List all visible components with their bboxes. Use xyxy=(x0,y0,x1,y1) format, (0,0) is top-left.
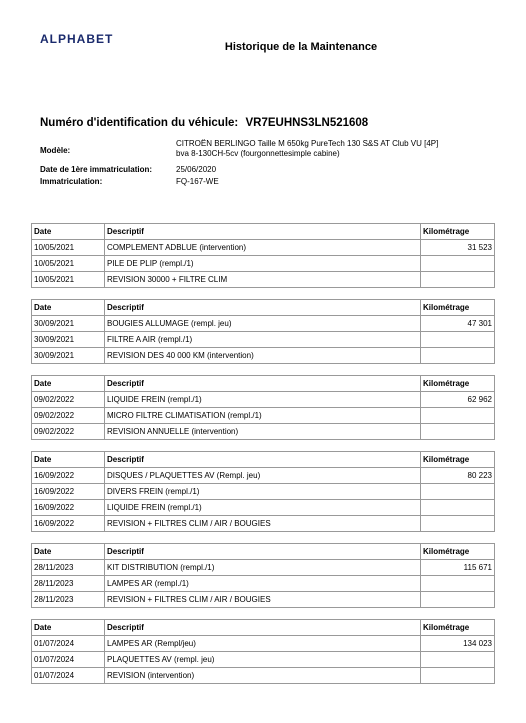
table-row xyxy=(32,256,495,272)
row-description: KIT DISTRIBUTION (rempl./1) xyxy=(105,560,421,576)
row-date: 01/07/2024 xyxy=(32,636,105,652)
row-mileage: 31 523 xyxy=(421,240,495,256)
table-row xyxy=(32,592,495,608)
header-mileage: Kilométrage xyxy=(421,300,495,316)
vin-label: Numéro d'identification du véhicule: xyxy=(40,117,239,129)
header-date: Date xyxy=(32,376,105,392)
header-date: Date xyxy=(32,544,105,560)
row-mileage: 47 301 xyxy=(421,316,495,332)
vin-value: VR7EUHNS3LN521608 xyxy=(245,117,369,129)
row-date: 16/09/2022 xyxy=(32,516,105,532)
header-mileage: Kilométrage xyxy=(421,376,495,392)
table-header-row xyxy=(32,376,495,392)
table-row xyxy=(32,316,495,332)
row-mileage xyxy=(421,424,495,440)
header-date: Date xyxy=(32,452,105,468)
row-date: 16/09/2022 xyxy=(32,468,105,484)
row-date: 10/05/2021 xyxy=(32,256,105,272)
row-mileage: 80 223 xyxy=(421,468,495,484)
row-description: FILTRE A AIR (rempl./1) xyxy=(105,332,421,348)
row-date: 09/02/2022 xyxy=(32,408,105,424)
table-row xyxy=(32,272,495,288)
table-row xyxy=(32,516,495,532)
registration-date-label: Date de 1ère immatriculation: xyxy=(40,165,153,174)
row-mileage xyxy=(421,332,495,348)
row-description: MICRO FILTRE CLIMATISATION (rempl./1) xyxy=(105,408,421,424)
alphabet-logo: ALPHABET xyxy=(40,32,114,46)
row-mileage xyxy=(421,256,495,272)
row-mileage xyxy=(421,272,495,288)
model-line-1: CITROËN BERLINGO Taille M 650kg PureTech 130 S&S AT Club VU [4P] xyxy=(176,139,439,148)
row-date: 30/09/2021 xyxy=(32,332,105,348)
row-mileage xyxy=(421,408,495,424)
row-date: 10/05/2021 xyxy=(32,272,105,288)
row-date: 09/02/2022 xyxy=(32,424,105,440)
row-mileage: 62 962 xyxy=(421,392,495,408)
header-mileage: Kilométrage xyxy=(421,544,495,560)
header-description: Descriptif xyxy=(105,376,421,392)
row-description: BOUGIES ALLUMAGE (rempl. jeu) xyxy=(105,316,421,332)
table-row xyxy=(32,576,495,592)
row-mileage xyxy=(421,652,495,668)
row-mileage: 134 023 xyxy=(421,636,495,652)
table-row xyxy=(32,636,495,652)
vin-heading xyxy=(40,117,368,129)
row-description: PLAQUETTES AV (rempl. jeu) xyxy=(105,652,421,668)
model-value xyxy=(176,139,476,159)
header-mileage: Kilométrage xyxy=(421,620,495,636)
row-mileage: 115 671 xyxy=(421,560,495,576)
row-description: PILE DE PLIP (rempl./1) xyxy=(105,256,421,272)
registration-date-value: 25/06/2020 xyxy=(176,165,217,174)
row-mileage xyxy=(421,484,495,500)
row-description: REVISION ANNUELLE (intervention) xyxy=(105,424,421,440)
header-description: Descriptif xyxy=(105,452,421,468)
row-date: 10/05/2021 xyxy=(32,240,105,256)
header-description: Descriptif xyxy=(105,300,421,316)
row-date: 28/11/2023 xyxy=(32,592,105,608)
row-description: LIQUIDE FREIN (rempl./1) xyxy=(105,500,421,516)
row-mileage xyxy=(421,500,495,516)
table-row xyxy=(32,424,495,440)
table-header-row xyxy=(32,300,495,316)
table-header-row xyxy=(32,452,495,468)
row-mileage xyxy=(421,348,495,364)
plate-label: Immatriculation: xyxy=(40,177,103,186)
table-row xyxy=(32,468,495,484)
row-date: 09/02/2022 xyxy=(32,392,105,408)
row-description: REVISION 30000 + FILTRE CLIM xyxy=(105,272,421,288)
table-row xyxy=(32,560,495,576)
row-description: LIQUIDE FREIN (rempl./1) xyxy=(105,392,421,408)
maintenance-table xyxy=(31,299,495,364)
model-line-2: bva 8-130CH-5cv (fourgonnettesimple cabine) xyxy=(176,149,340,158)
table-row xyxy=(32,484,495,500)
row-description: DIVERS FREIN (rempl./1) xyxy=(105,484,421,500)
maintenance-table xyxy=(31,543,495,608)
table-header-row xyxy=(32,224,495,240)
table-row xyxy=(32,392,495,408)
header-mileage: Kilométrage xyxy=(421,452,495,468)
row-description: DISQUES / PLAQUETTES AV (Rempl. jeu) xyxy=(105,468,421,484)
row-date: 28/11/2023 xyxy=(32,576,105,592)
maintenance-table xyxy=(31,451,495,532)
row-description: COMPLEMENT ADBLUE (intervention) xyxy=(105,240,421,256)
header-date: Date xyxy=(32,300,105,316)
row-mileage xyxy=(421,576,495,592)
row-mileage xyxy=(421,668,495,684)
row-mileage xyxy=(421,516,495,532)
page-title: Historique de la Maintenance xyxy=(224,41,378,53)
header-mileage: Kilométrage xyxy=(421,224,495,240)
row-mileage xyxy=(421,592,495,608)
maintenance-table xyxy=(31,223,495,288)
table-header-row xyxy=(32,544,495,560)
maintenance-tables xyxy=(31,223,494,695)
table-header-row xyxy=(32,620,495,636)
header-description: Descriptif xyxy=(105,224,421,240)
row-date: 01/07/2024 xyxy=(32,652,105,668)
row-date: 30/09/2021 xyxy=(32,316,105,332)
header-description: Descriptif xyxy=(105,544,421,560)
row-description: LAMPES AR (rempl./1) xyxy=(105,576,421,592)
row-description: REVISION + FILTRES CLIM / AIR / BOUGIES xyxy=(105,592,421,608)
table-row xyxy=(32,500,495,516)
plate-value: FQ-167-WE xyxy=(176,177,219,186)
row-date: 28/11/2023 xyxy=(32,560,105,576)
table-row xyxy=(32,240,495,256)
row-date: 30/09/2021 xyxy=(32,348,105,364)
header-date: Date xyxy=(32,224,105,240)
model-label: Modèle: xyxy=(40,146,71,155)
table-row xyxy=(32,348,495,364)
row-date: 16/09/2022 xyxy=(32,500,105,516)
header-description: Descriptif xyxy=(105,620,421,636)
row-date: 01/07/2024 xyxy=(32,668,105,684)
table-row xyxy=(32,408,495,424)
maintenance-table xyxy=(31,375,495,440)
table-row xyxy=(32,652,495,668)
maintenance-table xyxy=(31,619,495,684)
row-date: 16/09/2022 xyxy=(32,484,105,500)
row-description: LAMPES AR (Rempl/jeu) xyxy=(105,636,421,652)
row-description: REVISION + FILTRES CLIM / AIR / BOUGIES xyxy=(105,516,421,532)
table-row xyxy=(32,332,495,348)
row-description: REVISION DES 40 000 KM (intervention) xyxy=(105,348,421,364)
row-description: REVISION (intervention) xyxy=(105,668,421,684)
header-date: Date xyxy=(32,620,105,636)
table-row xyxy=(32,668,495,684)
